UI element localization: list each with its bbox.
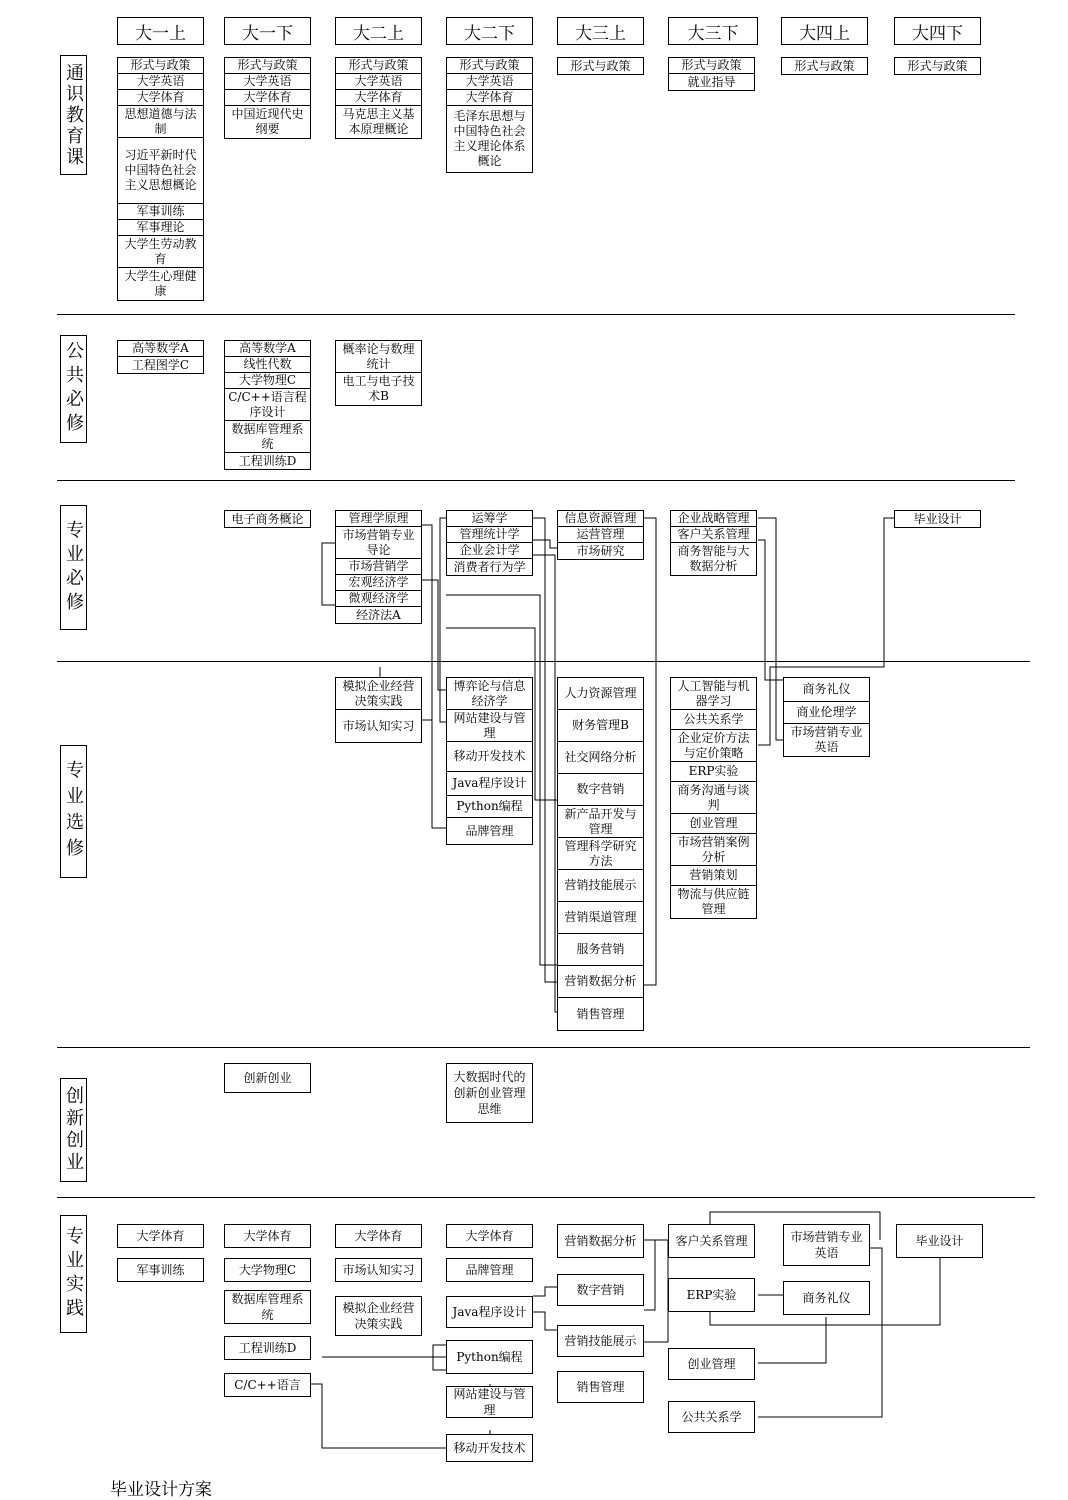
course-cell: 销售管理 [576,1006,625,1021]
semester-header-6: 大三下 [668,17,758,45]
semester-header-5: 大三上 [557,17,644,45]
practice-course-box: 公共关系学 [668,1401,755,1433]
practice-course-box: ERP实验 [668,1278,755,1312]
practice-course-box: Python编程 [446,1340,533,1374]
course-cell: 企业定价方法与定价策略 [671,730,756,762]
course-cell: 管理学原理 [336,511,421,527]
course-cell: 信息资源管理 [558,511,643,527]
required-s6-column [670,510,757,576]
course-cell: 运营管理 [558,527,643,543]
practice-course-box: 市场营销专业英语 [783,1224,870,1266]
course-cell: 形式与政策 [336,58,421,74]
category-label-general: 通识教育课 [60,55,87,175]
practice-course-box: 网站建设与管理 [446,1386,533,1418]
required-s5-column [557,510,644,560]
required-s2-column [224,510,311,528]
course-cell: 企业会计学 [447,543,532,559]
course-cell: 客户关系管理 [671,527,756,543]
figure-caption: 毕业设计方案 [110,1480,212,1500]
course-cell: ERP实验 [671,762,756,782]
practice-course-box: 市场认知实习 [335,1258,422,1282]
course-cell: 人力资源管理 [558,678,643,710]
practice-course-box: 毕业设计 [896,1224,983,1258]
semester-header-1: 大一上 [117,17,204,45]
general-s1-column [117,57,204,301]
course-cell: 毛泽东思想与中国特色社会主义理论体系概论 [453,109,526,168]
practice-course-box: 数字营销 [557,1274,644,1306]
course-cell: 市场营销学 [336,559,421,575]
course-cell: 形式与政策 [225,58,310,74]
course-cell: 市场认知实习 [342,718,415,733]
practice-course-box: C/C++语言 [224,1373,311,1397]
course-cell: 大学英语 [336,74,421,90]
course-cell: 商务智能与大数据分析 [677,544,750,573]
category-label-major-required: 专业必修 [60,505,87,630]
semester-header-8: 大四下 [894,17,981,45]
semester-header-2: 大一下 [224,17,311,45]
course-cell: 线性代数 [225,357,310,373]
general-s7-column [781,57,868,75]
course-cell: 形式与政策 [118,58,203,74]
course-cell: 经济法A [356,607,401,622]
public-s2-column [224,340,311,470]
course-cell: 形式与政策 [570,58,631,73]
course-cell: 形式与政策 [669,58,754,74]
course-cell: Python编程 [447,796,532,818]
course-cell: 财务管理B [558,710,643,742]
course-cell: 形式与政策 [447,58,532,74]
course-cell: 模拟企业经营决策实践 [336,678,421,710]
semester-header-4: 大二下 [446,17,533,45]
practice-course-box: 移动开发技术 [446,1434,533,1462]
innovation-course-box: 创新创业 [224,1063,311,1093]
course-cell: 公共关系学 [671,710,756,730]
practice-course-box: 商务礼仪 [783,1281,870,1315]
course-cell: 宏观经济学 [336,575,421,591]
course-cell: 高等数学A [225,341,310,357]
course-cell: 形式与政策 [794,58,855,73]
practice-course-box: 大学体育 [117,1224,204,1248]
course-cell: 工程训练D [238,453,297,468]
practice-course-box: 大学体育 [335,1224,422,1248]
course-cell: 中国近现代史纲要 [231,107,304,136]
course-cell: 企业战略管理 [671,511,756,527]
public-s1-column [117,340,204,374]
general-s3-column [335,57,422,139]
category-label-public: 公共必修 [60,335,87,443]
practice-course-box: Java程序设计 [446,1296,533,1328]
course-cell: 电子商务概论 [231,511,304,526]
course-cell: 网站建设与管理 [447,710,532,742]
course-cell: 大学英语 [118,74,203,90]
course-cell: 习近平新时代中国特色社会主义思想概论 [118,138,203,204]
practice-course-box: 数据库管理系统 [224,1290,311,1324]
course-cell: 社交网络分析 [558,742,643,774]
course-cell: 市场营销专业导论 [336,527,421,559]
course-cell: 移动开发技术 [447,742,532,772]
course-cell: 数据库管理系统 [225,421,310,453]
elective-s6-column [670,677,757,919]
course-cell: 营销技能展示 [558,870,643,902]
course-cell: 高等数学A [118,341,203,357]
course-cell: 电工与电子技术B [342,374,415,403]
course-cell: 大学英语 [225,74,310,90]
course-cell: 消费者行为学 [453,559,526,574]
course-cell: 商务沟通与谈判 [671,782,756,814]
course-cell: 大学生心理健康 [124,269,197,298]
course-cell: 大学英语 [447,74,532,90]
practice-course-box: 大学物理C [224,1258,311,1282]
required-s8-column [894,510,981,528]
elective-s4-column [446,677,533,845]
public-s3-column [335,340,422,406]
course-cell: 大学体育 [118,90,203,106]
innovation-course-box: 大数据时代的创新创业管理思维 [446,1063,533,1123]
course-cell: 品牌管理 [465,823,514,838]
category-label-innovation: 创新创业 [60,1078,87,1182]
course-cell: 思想道德与法制 [118,106,203,138]
course-cell: 马克思主义基本原理概论 [342,107,415,136]
practice-course-box: 工程训练D [224,1336,311,1360]
course-cell: 新产品开发与管理 [558,806,643,838]
course-cell: 管理科学研究方法 [558,838,643,870]
course-cell: C/C++语言程序设计 [225,389,310,421]
course-cell: 服务营销 [558,934,643,966]
course-cell: 营销渠道管理 [558,902,643,934]
practice-course-box: 模拟企业经营决策实践 [335,1296,422,1336]
course-cell: 市场营销专业英语 [790,725,863,754]
course-cell: 商务礼仪 [784,678,869,702]
practice-course-box: 创业管理 [668,1348,755,1380]
required-s3-column [335,510,422,624]
course-cell: 博弈论与信息经济学 [447,678,532,710]
general-s8-column [894,57,981,75]
course-cell: 数字营销 [558,774,643,806]
general-s6-column [668,57,755,91]
course-cell: 管理统计学 [447,527,532,543]
course-cell: 工程图学C [131,357,190,372]
practice-course-box: 客户关系管理 [668,1224,755,1258]
practice-course-box: 营销技能展示 [557,1325,644,1357]
practice-course-box: 品牌管理 [446,1258,533,1282]
course-cell: 军事理论 [118,220,203,236]
practice-course-box: 大学体育 [446,1224,533,1248]
course-cell: 概率论与数理统计 [336,341,421,373]
elective-s7-column [783,677,870,757]
course-cell: 就业指导 [687,74,736,89]
practice-course-box: 军事训练 [117,1258,204,1282]
category-label-practice: 专业实践 [60,1215,87,1333]
elective-s5-column [557,677,644,1031]
course-cell: 军事训练 [118,204,203,220]
elective-s3-column [335,677,422,743]
practice-course-box: 销售管理 [557,1371,644,1403]
category-label-major-elective: 专业选修 [60,745,87,878]
course-cell: 大学体育 [336,90,421,106]
course-cell: 营销数据分析 [558,966,643,998]
course-cell: Java程序设计 [447,772,532,796]
course-cell: 大学体育 [447,90,532,106]
course-cell: 物流与供应链管理 [677,887,750,916]
course-cell: 营销策划 [671,866,756,886]
course-cell: 大学体育 [225,90,310,106]
general-s5-column [557,57,644,75]
course-cell: 市场研究 [576,543,625,558]
course-cell: 创业管理 [671,814,756,834]
course-cell: 运筹学 [447,511,532,527]
course-cell: 市场营销案例分析 [671,834,756,866]
general-s2-column [224,57,311,139]
general-s4-column [446,57,533,173]
course-cell: 人工智能与机器学习 [671,678,756,710]
course-cell: 大学生劳动教育 [118,236,203,268]
practice-course-box: 营销数据分析 [557,1224,644,1258]
practice-course-box: 大学体育 [224,1224,311,1248]
course-cell: 微观经济学 [336,591,421,607]
course-cell: 形式与政策 [907,58,968,73]
course-cell: 商业伦理学 [784,702,869,724]
semester-header-7: 大四上 [781,17,868,45]
required-s4-column [446,510,533,576]
course-cell: 大学物理C [225,373,310,389]
semester-header-3: 大二上 [335,17,422,45]
course-cell: 毕业设计 [913,511,962,526]
